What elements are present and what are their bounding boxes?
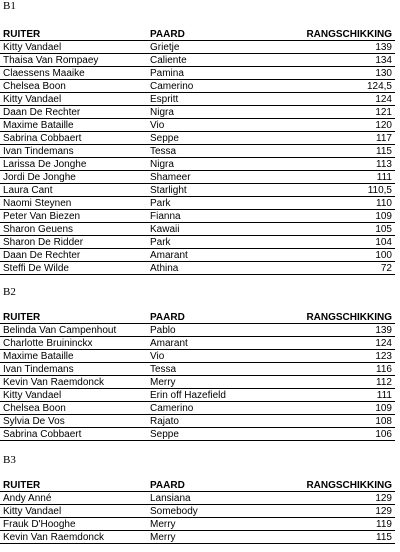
score: 104 xyxy=(291,236,395,249)
section-title: B3 xyxy=(3,454,16,466)
table-row xyxy=(0,67,395,80)
header-rangschikking: RANGSCHIKKING xyxy=(291,310,395,324)
score: 109 xyxy=(291,402,395,415)
header-ruiter: RUITER xyxy=(0,27,147,41)
horse-name: Lansiana xyxy=(147,492,291,505)
table-row xyxy=(0,132,395,145)
header-ruiter: RUITER xyxy=(0,478,147,492)
table-row xyxy=(0,505,395,518)
table-header-row xyxy=(0,478,395,492)
score: 116 xyxy=(291,363,395,376)
rider-name: Kitty Vandael xyxy=(0,93,147,106)
horse-name: Camerino xyxy=(147,402,291,415)
header-paard: PAARD xyxy=(147,310,291,324)
table-row xyxy=(0,210,395,223)
table-row xyxy=(0,531,395,544)
table-row xyxy=(0,402,395,415)
section-title: B1 xyxy=(3,0,16,12)
header-ruiter: RUITER xyxy=(0,310,147,324)
rider-name: Chelsea Boon xyxy=(0,402,147,415)
results-table xyxy=(0,478,395,544)
rider-name: Maxime Bataille xyxy=(0,119,147,132)
table-row xyxy=(0,41,395,54)
horse-name: Tessa xyxy=(147,363,291,376)
rider-name: Sylvia De Vos xyxy=(0,415,147,428)
results-table xyxy=(0,310,395,441)
score: 105 xyxy=(291,223,395,236)
horse-name: Merry xyxy=(147,531,291,544)
score: 110,5 xyxy=(291,184,395,197)
rider-name: Laura Cant xyxy=(0,184,147,197)
horse-name: Seppe xyxy=(147,428,291,441)
rider-name: Kitty Vandael xyxy=(0,505,147,518)
rider-name: Sabrina Cobbaert xyxy=(0,132,147,145)
rider-name: Andy Anné xyxy=(0,492,147,505)
horse-name: Park xyxy=(147,236,291,249)
horse-name: Grietje xyxy=(147,41,291,54)
rider-name: Kevin Van Raemdonck xyxy=(0,376,147,389)
rider-name: Thaisa Van Rompaey xyxy=(0,54,147,67)
horse-name: Erin off Hazefield xyxy=(147,389,291,402)
score: 139 xyxy=(291,324,395,337)
table-row xyxy=(0,337,395,350)
horse-name: Amarant xyxy=(147,337,291,350)
score: 124 xyxy=(291,93,395,106)
score: 121 xyxy=(291,106,395,119)
rider-name: Kitty Vandael xyxy=(0,41,147,54)
score: 124,5 xyxy=(291,80,395,93)
table-row xyxy=(0,324,395,337)
rider-name: Jordi De Jonghe xyxy=(0,171,147,184)
horse-name: Pamina xyxy=(147,67,291,80)
horse-name: Rajato xyxy=(147,415,291,428)
rider-name: Sabrina Cobbaert xyxy=(0,428,147,441)
header-paard: PAARD xyxy=(147,478,291,492)
score: 117 xyxy=(291,132,395,145)
rider-name: Ivan Tindemans xyxy=(0,145,147,158)
table-row xyxy=(0,158,395,171)
table-row xyxy=(0,171,395,184)
results-table xyxy=(0,27,395,275)
horse-name: Shameer xyxy=(147,171,291,184)
horse-name: Tessa xyxy=(147,145,291,158)
score: 139 xyxy=(291,41,395,54)
rider-name: Kevin Van Raemdonck xyxy=(0,531,147,544)
score: 120 xyxy=(291,119,395,132)
score: 111 xyxy=(291,389,395,402)
score: 100 xyxy=(291,249,395,262)
horse-name: Fianna xyxy=(147,210,291,223)
rider-name: Steffi De Wilde xyxy=(0,262,147,275)
score: 130 xyxy=(291,67,395,80)
table-row xyxy=(0,145,395,158)
table-row xyxy=(0,223,395,236)
score: 112 xyxy=(291,376,395,389)
rider-name: Maxime Bataille xyxy=(0,350,147,363)
rider-name: Charlotte Bruininckx xyxy=(0,337,147,350)
table-row xyxy=(0,415,395,428)
rider-name: Daan De Rechter xyxy=(0,249,147,262)
horse-name: Nigra xyxy=(147,158,291,171)
score: 110 xyxy=(291,197,395,210)
table-row xyxy=(0,262,395,275)
score: 119 xyxy=(291,518,395,531)
table-row xyxy=(0,236,395,249)
table-row xyxy=(0,249,395,262)
horse-name: Pablo xyxy=(147,324,291,337)
rider-name: Ivan Tindemans xyxy=(0,363,147,376)
table-row xyxy=(0,119,395,132)
table-row xyxy=(0,80,395,93)
table-row xyxy=(0,350,395,363)
horse-name: Amarant xyxy=(147,249,291,262)
rider-name: Sharon De Ridder xyxy=(0,236,147,249)
score: 108 xyxy=(291,415,395,428)
rider-name: Daan De Rechter xyxy=(0,106,147,119)
score: 72 xyxy=(291,262,395,275)
table-row xyxy=(0,106,395,119)
score: 115 xyxy=(291,145,395,158)
rider-name: Naomi Steynen xyxy=(0,197,147,210)
table-header-row xyxy=(0,27,395,41)
score: 109 xyxy=(291,210,395,223)
horse-name: Vio xyxy=(147,350,291,363)
rider-name: Claessens Maaike xyxy=(0,67,147,80)
horse-name: Merry xyxy=(147,518,291,531)
score: 106 xyxy=(291,428,395,441)
rider-name: Larissa De Jonghe xyxy=(0,158,147,171)
horse-name: Starlight xyxy=(147,184,291,197)
rider-name: Belinda Van Campenhout xyxy=(0,324,147,337)
horse-name: Nigra xyxy=(147,106,291,119)
table-row xyxy=(0,518,395,531)
horse-name: Seppe xyxy=(147,132,291,145)
header-paard: PAARD xyxy=(147,27,291,41)
table-header-row xyxy=(0,310,395,324)
table-row xyxy=(0,54,395,67)
table-row xyxy=(0,389,395,402)
score: 134 xyxy=(291,54,395,67)
table-row xyxy=(0,428,395,441)
rider-name: Chelsea Boon xyxy=(0,80,147,93)
score: 123 xyxy=(291,350,395,363)
rider-name: Frauk D'Hooghe xyxy=(0,518,147,531)
rider-name: Sharon Geuens xyxy=(0,223,147,236)
section-title: B2 xyxy=(3,286,16,298)
horse-name: Athina xyxy=(147,262,291,275)
table-row xyxy=(0,492,395,505)
header-rangschikking: RANGSCHIKKING xyxy=(291,478,395,492)
horse-name: Espritt xyxy=(147,93,291,106)
score: 124 xyxy=(291,337,395,350)
horse-name: Somebody xyxy=(147,505,291,518)
rider-name: Kitty Vandael xyxy=(0,389,147,402)
table-row xyxy=(0,197,395,210)
score: 113 xyxy=(291,158,395,171)
horse-name: Kawaii xyxy=(147,223,291,236)
header-rangschikking: RANGSCHIKKING xyxy=(291,27,395,41)
score: 115 xyxy=(291,531,395,544)
horse-name: Vio xyxy=(147,119,291,132)
score: 129 xyxy=(291,492,395,505)
table-row xyxy=(0,376,395,389)
table-row xyxy=(0,93,395,106)
horse-name: Camerino xyxy=(147,80,291,93)
score: 111 xyxy=(291,171,395,184)
horse-name: Caliente xyxy=(147,54,291,67)
table-row xyxy=(0,363,395,376)
rider-name: Peter Van Biezen xyxy=(0,210,147,223)
horse-name: Park xyxy=(147,197,291,210)
horse-name: Merry xyxy=(147,376,291,389)
score: 129 xyxy=(291,505,395,518)
table-row xyxy=(0,184,395,197)
